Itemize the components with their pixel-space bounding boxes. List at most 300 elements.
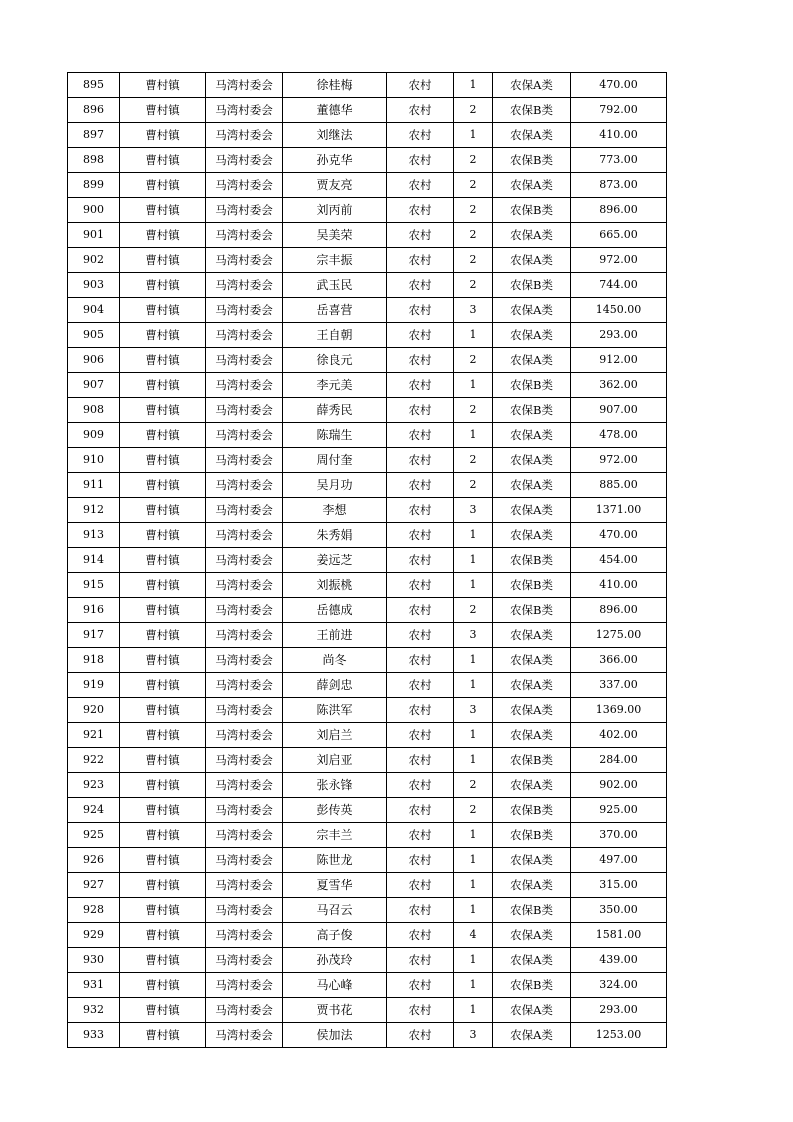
cell-household-type: 农村 [387,498,454,523]
cell-town: 曹村镇 [120,198,206,223]
cell-member-count: 2 [454,473,493,498]
cell-town: 曹村镇 [120,748,206,773]
cell-member-count: 1 [454,748,493,773]
cell-household-type: 农村 [387,548,454,573]
cell-member-count: 1 [454,373,493,398]
cell-household-type: 农村 [387,523,454,548]
cell-member-count: 1 [454,73,493,98]
table-row [68,673,667,698]
cell-insurance-class: 农保A类 [493,623,571,648]
table-row [68,798,667,823]
cell-town: 曹村镇 [120,448,206,473]
cell-person-name: 贾书花 [283,998,387,1023]
cell-amount: 370.00 [571,823,667,848]
cell-town: 曹村镇 [120,148,206,173]
cell-amount: 902.00 [571,773,667,798]
cell-amount: 293.00 [571,998,667,1023]
cell-member-count: 1 [454,723,493,748]
cell-serial-number: 907 [68,373,120,398]
cell-amount: 907.00 [571,398,667,423]
cell-person-name: 岳喜营 [283,298,387,323]
cell-member-count: 4 [454,923,493,948]
cell-amount: 366.00 [571,648,667,673]
cell-household-type: 农村 [387,848,454,873]
cell-person-name: 朱秀娟 [283,523,387,548]
cell-village: 马湾村委会 [206,173,283,198]
cell-town: 曹村镇 [120,248,206,273]
cell-household-type: 农村 [387,323,454,348]
cell-amount: 972.00 [571,248,667,273]
cell-town: 曹村镇 [120,573,206,598]
cell-town: 曹村镇 [120,973,206,998]
table-row [68,623,667,648]
cell-village: 马湾村委会 [206,898,283,923]
cell-serial-number: 915 [68,573,120,598]
cell-amount: 912.00 [571,348,667,373]
cell-town: 曹村镇 [120,823,206,848]
cell-person-name: 宗丰兰 [283,823,387,848]
cell-member-count: 2 [454,273,493,298]
cell-person-name: 徐良元 [283,348,387,373]
table-row [68,848,667,873]
record-table-wrapper [67,72,667,1048]
cell-amount: 497.00 [571,848,667,873]
cell-village: 马湾村委会 [206,973,283,998]
cell-village: 马湾村委会 [206,873,283,898]
cell-serial-number: 918 [68,648,120,673]
cell-person-name: 侯加法 [283,1023,387,1048]
cell-town: 曹村镇 [120,648,206,673]
table-row [68,573,667,598]
cell-serial-number: 910 [68,448,120,473]
cell-member-count: 1 [454,873,493,898]
cell-village: 马湾村委会 [206,448,283,473]
cell-member-count: 1 [454,673,493,698]
cell-serial-number: 905 [68,323,120,348]
cell-person-name: 薛秀民 [283,398,387,423]
table-row [68,823,667,848]
table-body [68,73,667,1048]
cell-person-name: 董德华 [283,98,387,123]
cell-person-name: 薛剑忠 [283,673,387,698]
cell-member-count: 1 [454,848,493,873]
cell-member-count: 2 [454,798,493,823]
cell-household-type: 农村 [387,123,454,148]
cell-household-type: 农村 [387,298,454,323]
cell-insurance-class: 农保B类 [493,548,571,573]
cell-household-type: 农村 [387,173,454,198]
table-row [68,873,667,898]
table-row [68,273,667,298]
cell-town: 曹村镇 [120,873,206,898]
cell-household-type: 农村 [387,998,454,1023]
cell-household-type: 农村 [387,648,454,673]
cell-insurance-class: 农保A类 [493,448,571,473]
cell-village: 马湾村委会 [206,673,283,698]
cell-member-count: 1 [454,123,493,148]
table-row [68,1023,667,1048]
cell-amount: 470.00 [571,523,667,548]
cell-serial-number: 911 [68,473,120,498]
cell-village: 马湾村委会 [206,398,283,423]
cell-amount: 478.00 [571,423,667,448]
cell-insurance-class: 农保A类 [493,848,571,873]
cell-household-type: 农村 [387,98,454,123]
table-row [68,698,667,723]
cell-person-name: 徐桂梅 [283,73,387,98]
cell-household-type: 农村 [387,923,454,948]
table-row [68,223,667,248]
cell-member-count: 3 [454,498,493,523]
cell-amount: 885.00 [571,473,667,498]
cell-village: 马湾村委会 [206,848,283,873]
cell-member-count: 3 [454,1023,493,1048]
table-row [68,998,667,1023]
cell-serial-number: 919 [68,673,120,698]
cell-member-count: 1 [454,323,493,348]
cell-village: 马湾村委会 [206,73,283,98]
cell-member-count: 2 [454,98,493,123]
cell-person-name: 刘振桃 [283,573,387,598]
cell-household-type: 农村 [387,748,454,773]
cell-household-type: 农村 [387,948,454,973]
cell-member-count: 3 [454,623,493,648]
cell-household-type: 农村 [387,373,454,398]
cell-member-count: 2 [454,148,493,173]
cell-insurance-class: 农保A类 [493,723,571,748]
cell-village: 马湾村委会 [206,798,283,823]
cell-amount: 324.00 [571,973,667,998]
cell-village: 马湾村委会 [206,273,283,298]
cell-amount: 1253.00 [571,1023,667,1048]
cell-amount: 350.00 [571,898,667,923]
table-row [68,898,667,923]
table-row [68,773,667,798]
cell-town: 曹村镇 [120,173,206,198]
cell-household-type: 农村 [387,423,454,448]
cell-person-name: 王自朝 [283,323,387,348]
cell-village: 马湾村委会 [206,498,283,523]
cell-member-count: 1 [454,823,493,848]
cell-town: 曹村镇 [120,598,206,623]
cell-person-name: 刘继法 [283,123,387,148]
cell-person-name: 陈世龙 [283,848,387,873]
cell-serial-number: 917 [68,623,120,648]
cell-town: 曹村镇 [120,798,206,823]
cell-person-name: 高子俊 [283,923,387,948]
cell-insurance-class: 农保A类 [493,123,571,148]
cell-serial-number: 916 [68,598,120,623]
cell-insurance-class: 农保A类 [493,698,571,723]
cell-town: 曹村镇 [120,948,206,973]
cell-serial-number: 899 [68,173,120,198]
cell-insurance-class: 农保A类 [493,498,571,523]
cell-serial-number: 900 [68,198,120,223]
cell-insurance-class: 农保A类 [493,173,571,198]
cell-serial-number: 913 [68,523,120,548]
cell-serial-number: 898 [68,148,120,173]
cell-amount: 470.00 [571,73,667,98]
cell-serial-number: 933 [68,1023,120,1048]
cell-serial-number: 902 [68,248,120,273]
cell-serial-number: 904 [68,298,120,323]
table-row [68,498,667,523]
cell-amount: 1371.00 [571,498,667,523]
cell-insurance-class: 农保A类 [493,948,571,973]
cell-village: 马湾村委会 [206,573,283,598]
cell-town: 曹村镇 [120,1023,206,1048]
cell-member-count: 2 [454,398,493,423]
cell-household-type: 农村 [387,273,454,298]
cell-village: 马湾村委会 [206,723,283,748]
cell-town: 曹村镇 [120,723,206,748]
cell-household-type: 农村 [387,598,454,623]
cell-household-type: 农村 [387,673,454,698]
cell-town: 曹村镇 [120,498,206,523]
cell-serial-number: 920 [68,698,120,723]
cell-amount: 896.00 [571,198,667,223]
table-row [68,523,667,548]
cell-insurance-class: 农保A类 [493,348,571,373]
cell-town: 曹村镇 [120,623,206,648]
cell-town: 曹村镇 [120,473,206,498]
table-row [68,73,667,98]
cell-serial-number: 906 [68,348,120,373]
table-row [68,323,667,348]
table-row [68,173,667,198]
cell-serial-number: 925 [68,823,120,848]
cell-village: 马湾村委会 [206,623,283,648]
cell-town: 曹村镇 [120,273,206,298]
cell-household-type: 农村 [387,623,454,648]
cell-household-type: 农村 [387,1023,454,1048]
cell-amount: 315.00 [571,873,667,898]
cell-serial-number: 921 [68,723,120,748]
cell-insurance-class: 农保A类 [493,923,571,948]
table-row [68,148,667,173]
cell-household-type: 农村 [387,198,454,223]
cell-amount: 972.00 [571,448,667,473]
cell-amount: 337.00 [571,673,667,698]
cell-insurance-class: 农保A类 [493,223,571,248]
cell-village: 马湾村委会 [206,298,283,323]
cell-insurance-class: 农保A类 [493,473,571,498]
cell-person-name: 陈瑞生 [283,423,387,448]
cell-person-name: 姜远芝 [283,548,387,573]
cell-household-type: 农村 [387,348,454,373]
cell-village: 马湾村委会 [206,123,283,148]
cell-village: 马湾村委会 [206,248,283,273]
cell-amount: 362.00 [571,373,667,398]
cell-person-name: 岳德成 [283,598,387,623]
cell-insurance-class: 农保B类 [493,898,571,923]
table-row [68,373,667,398]
cell-household-type: 农村 [387,798,454,823]
cell-insurance-class: 农保B类 [493,398,571,423]
cell-amount: 402.00 [571,723,667,748]
cell-serial-number: 926 [68,848,120,873]
cell-member-count: 2 [454,248,493,273]
cell-member-count: 2 [454,198,493,223]
cell-member-count: 1 [454,573,493,598]
cell-insurance-class: 农保A类 [493,773,571,798]
cell-village: 马湾村委会 [206,348,283,373]
cell-person-name: 张永锋 [283,773,387,798]
cell-insurance-class: 农保B类 [493,373,571,398]
cell-serial-number: 931 [68,973,120,998]
cell-amount: 439.00 [571,948,667,973]
cell-insurance-class: 农保A类 [493,998,571,1023]
cell-person-name: 贾友亮 [283,173,387,198]
cell-member-count: 1 [454,523,493,548]
cell-member-count: 3 [454,698,493,723]
cell-person-name: 彭传英 [283,798,387,823]
cell-serial-number: 928 [68,898,120,923]
table-row [68,398,667,423]
cell-insurance-class: 农保A类 [493,1023,571,1048]
cell-amount: 284.00 [571,748,667,773]
cell-amount: 896.00 [571,598,667,623]
cell-village: 马湾村委会 [206,198,283,223]
cell-member-count: 2 [454,223,493,248]
table-row [68,973,667,998]
cell-member-count: 2 [454,598,493,623]
cell-village: 马湾村委会 [206,948,283,973]
cell-person-name: 尚冬 [283,648,387,673]
cell-household-type: 农村 [387,473,454,498]
cell-member-count: 1 [454,548,493,573]
cell-village: 马湾村委会 [206,548,283,573]
cell-member-count: 1 [454,648,493,673]
cell-insurance-class: 农保A类 [493,673,571,698]
cell-household-type: 农村 [387,448,454,473]
cell-household-type: 农村 [387,823,454,848]
cell-insurance-class: 农保B类 [493,598,571,623]
cell-serial-number: 923 [68,773,120,798]
table-row [68,748,667,773]
cell-amount: 1581.00 [571,923,667,948]
cell-member-count: 1 [454,898,493,923]
cell-member-count: 2 [454,173,493,198]
table-row [68,248,667,273]
cell-member-count: 3 [454,298,493,323]
cell-serial-number: 901 [68,223,120,248]
cell-village: 马湾村委会 [206,373,283,398]
cell-member-count: 1 [454,973,493,998]
cell-person-name: 刘启亚 [283,748,387,773]
cell-member-count: 1 [454,998,493,1023]
cell-village: 马湾村委会 [206,748,283,773]
cell-serial-number: 924 [68,798,120,823]
cell-village: 马湾村委会 [206,598,283,623]
cell-person-name: 刘启兰 [283,723,387,748]
cell-serial-number: 932 [68,998,120,1023]
cell-amount: 792.00 [571,98,667,123]
cell-amount: 454.00 [571,548,667,573]
cell-village: 马湾村委会 [206,523,283,548]
table-row [68,473,667,498]
cell-person-name: 吴美荣 [283,223,387,248]
cell-member-count: 2 [454,773,493,798]
cell-insurance-class: 农保A类 [493,248,571,273]
table-row [68,423,667,448]
cell-household-type: 农村 [387,698,454,723]
cell-town: 曹村镇 [120,548,206,573]
cell-household-type: 农村 [387,723,454,748]
table-row [68,98,667,123]
cell-household-type: 农村 [387,223,454,248]
cell-village: 马湾村委会 [206,773,283,798]
cell-insurance-class: 农保A类 [493,523,571,548]
table-row [68,198,667,223]
cell-town: 曹村镇 [120,73,206,98]
cell-village: 马湾村委会 [206,323,283,348]
cell-person-name: 周付奎 [283,448,387,473]
cell-serial-number: 909 [68,423,120,448]
cell-person-name: 陈洪军 [283,698,387,723]
cell-person-name: 夏雪华 [283,873,387,898]
cell-person-name: 李元美 [283,373,387,398]
cell-insurance-class: 农保A类 [493,298,571,323]
cell-serial-number: 912 [68,498,120,523]
table-row [68,298,667,323]
cell-household-type: 农村 [387,773,454,798]
table-row [68,598,667,623]
cell-serial-number: 930 [68,948,120,973]
cell-person-name: 武玉民 [283,273,387,298]
cell-household-type: 农村 [387,898,454,923]
cell-insurance-class: 农保B类 [493,823,571,848]
cell-amount: 925.00 [571,798,667,823]
cell-person-name: 马召云 [283,898,387,923]
cell-person-name: 马心峰 [283,973,387,998]
cell-insurance-class: 农保A类 [493,73,571,98]
cell-town: 曹村镇 [120,673,206,698]
cell-village: 马湾村委会 [206,648,283,673]
cell-person-name: 宗丰振 [283,248,387,273]
cell-insurance-class: 农保B类 [493,573,571,598]
cell-serial-number: 903 [68,273,120,298]
cell-member-count: 1 [454,948,493,973]
cell-town: 曹村镇 [120,423,206,448]
cell-town: 曹村镇 [120,998,206,1023]
cell-person-name: 王前进 [283,623,387,648]
cell-town: 曹村镇 [120,523,206,548]
cell-person-name: 李想 [283,498,387,523]
cell-village: 马湾村委会 [206,98,283,123]
cell-household-type: 农村 [387,973,454,998]
table-row [68,348,667,373]
table-row [68,723,667,748]
cell-town: 曹村镇 [120,848,206,873]
cell-town: 曹村镇 [120,223,206,248]
cell-person-name: 刘丙前 [283,198,387,223]
cell-town: 曹村镇 [120,373,206,398]
cell-serial-number: 927 [68,873,120,898]
cell-town: 曹村镇 [120,398,206,423]
table-row [68,448,667,473]
cell-household-type: 农村 [387,873,454,898]
cell-insurance-class: 农保B类 [493,973,571,998]
cell-amount: 744.00 [571,273,667,298]
cell-insurance-class: 农保B类 [493,798,571,823]
cell-village: 马湾村委会 [206,473,283,498]
cell-insurance-class: 农保A类 [493,323,571,348]
cell-town: 曹村镇 [120,698,206,723]
cell-insurance-class: 农保B类 [493,98,571,123]
cell-amount: 293.00 [571,323,667,348]
cell-insurance-class: 农保B类 [493,148,571,173]
